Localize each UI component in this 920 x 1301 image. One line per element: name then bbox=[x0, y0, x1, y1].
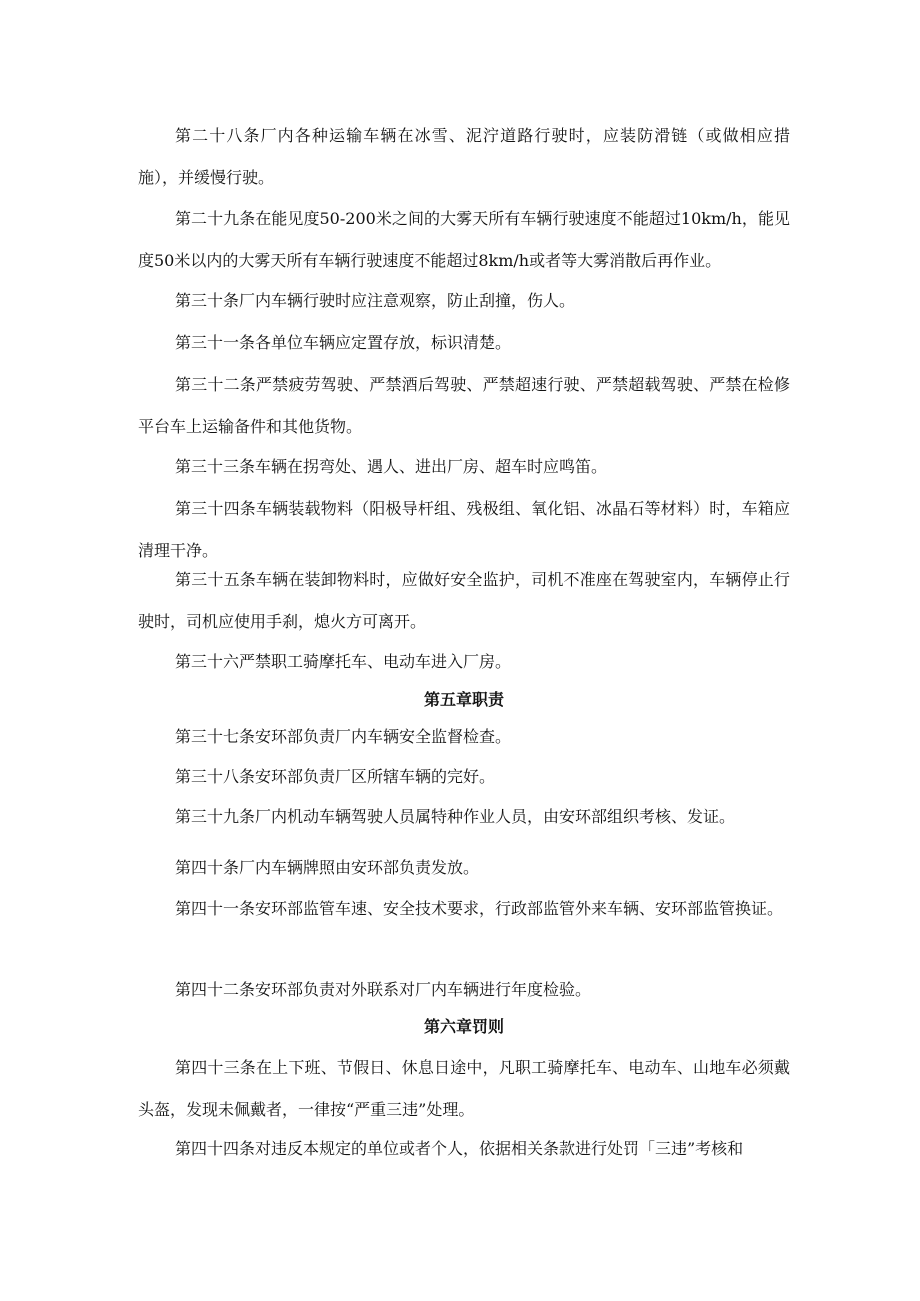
chapter-5-heading: 第五章职责 bbox=[423, 690, 504, 709]
article-28: 第二十八条厂内各种运输车辆在冰雪、泥泞道路行驶时，应装防滑链（或做相应措施），并缓慢行驶。 bbox=[138, 126, 790, 187]
article-36: 第三十六严禁职工骑摩托车、电动车进入厂房。 bbox=[175, 652, 512, 671]
chapter-6-heading: 第六章罚则 bbox=[423, 1017, 504, 1036]
article-42: 第四十二条安环部负责对外联系对厂内车辆进行年度检验。 bbox=[175, 980, 592, 999]
article-41: 第四十一条安环部监管车速、安全技术要求，行政部监管外来车辆、安环部监管换证。 bbox=[175, 899, 784, 918]
article-32: 第三十二条严禁疲劳驾驶、严禁酒后驾驶、严禁超速行驶、严禁超载驾驶、严禁在检修平台车上运输备件和其他货物。 bbox=[138, 375, 790, 436]
article-40: 第四十条厂内车辆牌照由安环部负责发放。 bbox=[175, 858, 480, 877]
article-33: 第三十三条车辆在拐弯处、遇人、进出厂房、超车时应鸣笛。 bbox=[175, 457, 608, 476]
article-37: 第三十七条安环部负责厂内车辆安全监督检查。 bbox=[175, 727, 512, 746]
article-30: 第三十条厂内车辆行驶时应注意观察，防止刮撞，伤人。 bbox=[175, 291, 576, 310]
article-39: 第三十九条厂内机动车辆驾驶人员属特种作业人员，由安环部组织考核、发证。 bbox=[175, 807, 736, 826]
article-29: 第二十九条在能见度50-200米之间的大雾天所有车辆行驶速度不能超过10km/h，能见度50米以内的大雾天所有车辆行驶速度不能超过8km/h或者等大雾消散后再作业。 bbox=[138, 209, 790, 270]
article-43: 第四十三条在上下班、节假日、休息日途中，凡职工骑摩托车、电动车、山地车必须戴头盔，发现未佩戴者，一律按“严重三违”处理。 bbox=[138, 1058, 790, 1119]
article-38: 第三十八条安环部负责厂区所辖车辆的完好。 bbox=[175, 767, 496, 786]
article-35: 第三十五条车辆在装卸物料时，应做好安全监护，司机不准座在驾驶室内，车辆停止行驶时，司机应使用手刹，熄火方可离开。 bbox=[138, 570, 790, 631]
article-44: 第四十四条对违反本规定的单位或者个人，依据相关条款进行处罚「三违”考核和 bbox=[175, 1139, 744, 1158]
article-31: 第三十一条各单位车辆应定置存放，标识清楚。 bbox=[175, 333, 512, 352]
article-34: 第三十四条车辆装载物料（阳极导杆组、残极组、氧化铝、冰晶石等材料）时，车箱应清理干净。 bbox=[138, 499, 790, 560]
